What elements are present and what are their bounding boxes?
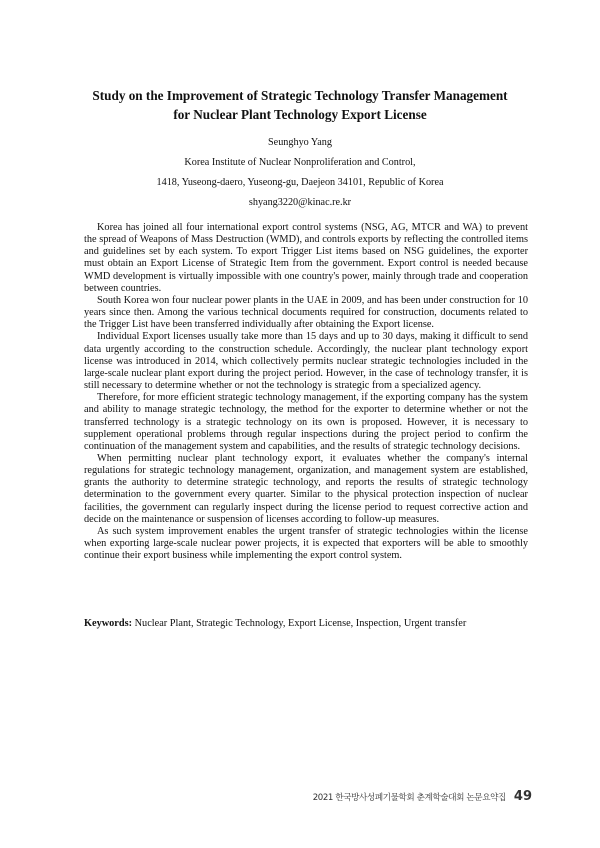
author-address: 1418, Yuseong-daero, Yuseong-gu, Daejeon 34101, Republic of Korea	[156, 177, 444, 188]
paper-title	[40, 86, 560, 124]
abstract-paragraph-5: When permitting nuclear plant technology export, it evaluates whether the company's internal regulations for strategic technology management, organization, and management system are established, grants the authority to determine strategic technology, and reports the results of strategic technology determination to the government every quarter. Similar to the physical protection inspection of nuclear facilities, the government can regularly inspect during the license period to request corrective action and decide on the maintenance or suspension of licenses according to follow-up measures.	[84, 452, 528, 525]
page-number: 49	[513, 789, 532, 804]
abstract-paragraph-1: Korea has joined all four international export control systems (NSG, AG, MTCR and WA) to prevent the spread of Weapons of Mass Destruction (WMD), and controls exports by reflecting the controlled items and guidelines set by each system. To export Trigger List items based on NSG guidelines, the exporter must obtain an Export License of Strategic Item from the government. Export control is needed because WMD development is virtually impossible with one country's power, mainly through trade and cooperation between countries.	[84, 222, 528, 294]
keywords-label: Keywords:	[84, 618, 133, 629]
keywords-line	[84, 617, 528, 630]
author-name: Seunghyo Yang	[268, 137, 332, 148]
abstract-body	[84, 222, 528, 562]
title-line-1: Study on the Improvement of Strategic Technology Transfer Management	[92, 88, 508, 103]
author-affiliation: Korea Institute of Nuclear Nonproliferation and Control,	[184, 157, 416, 168]
abstract-paragraph-6: As such system improvement enables the urgent transfer of strategic technologies within the license when exporting large-scale nuclear power projects, it is expected that exporters will be able to smoothly continue their export business while implementing the export control system.	[84, 525, 528, 562]
title-line-2: for Nuclear Plant Technology Export License	[173, 107, 427, 122]
keywords-list: Nuclear Plant, Strategic Technology, Export License, Inspection, Urgent transfer	[134, 618, 467, 629]
abstract-paragraph-2: South Korea won four nuclear power plants in the UAE in 2009, and has been under construction for 10 years since then. Among the various technical documents required for construction, documents related to the Trigger List have been transferred individually after obtaining the Export license.	[84, 294, 528, 331]
abstract-paragraph-3: Individual Export licenses usually take more than 15 days and up to 30 days, making it difficult to send data urgently according to the construction schedule. Accordingly, the nuclear plant technology export license was introduced in 2014, which collectively permits nuclear strategic technologies included in the large-scale nuclear plant export during the project period. However, in the case of technology transfer, it is still necessary to determine whether or not the technology is strategic from a specialized agency.	[84, 331, 528, 392]
page-footer	[313, 789, 532, 809]
footer-proceedings-title: 2021 한국방사성폐기물학회 춘계학술대회 논문요약집	[312, 793, 506, 803]
author-email: shyang3220@kinac.re.kr	[248, 197, 352, 208]
abstract-paragraph-4: Therefore, for more efficient strategic technology management, if the exporting company has the system and ability to manage strategic technology, the method for the exporter to determine whether or not the transferred technology is a strategic technology on its own is proposed. However, it is necessary to supplement operational problems through regular inspections during the project period to confirm the continuation of the management system and capabilities, and the results of strategic technology decisions.	[84, 392, 528, 452]
